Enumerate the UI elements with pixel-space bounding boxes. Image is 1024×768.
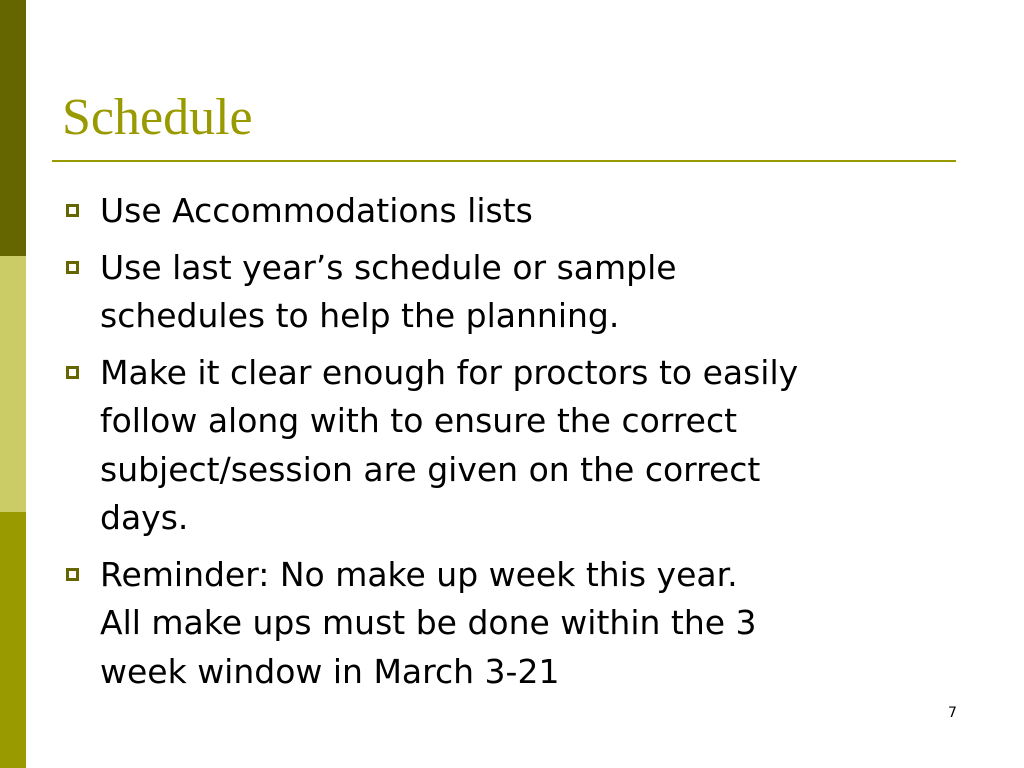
bullet-item bbox=[62, 349, 962, 543]
bullet-text-line: Use last year’s schedule or sample bbox=[100, 247, 677, 287]
hollow-square-icon bbox=[66, 204, 79, 217]
bullet-text-line: Reminder: No make up week this year. bbox=[100, 554, 738, 594]
hollow-square-icon bbox=[66, 568, 79, 581]
bullet-text-line: follow along with to ensure the correct bbox=[100, 401, 738, 440]
bullet-item bbox=[62, 551, 962, 697]
sidebar-band-top bbox=[0, 0, 26, 256]
bullet-item bbox=[62, 187, 962, 236]
sidebar-band-middle bbox=[0, 256, 26, 512]
bullet-list bbox=[62, 187, 962, 704]
page-number: 7 bbox=[948, 705, 957, 721]
bullet-text-line: All make ups must be done within the 3 bbox=[100, 603, 757, 642]
bullet-text-line: week window in March 3-21 bbox=[100, 651, 560, 691]
hollow-square-icon bbox=[66, 366, 79, 379]
bullet-item bbox=[62, 244, 962, 341]
slide-title: Schedule bbox=[62, 89, 253, 146]
bullet-text-line: Use Accommodations lists bbox=[100, 191, 533, 230]
bullet-text-line: Make it clear enough for proctors to easily bbox=[100, 352, 799, 392]
bullet-text-line: schedules to help the planning. bbox=[100, 296, 620, 335]
sidebar-band-bottom bbox=[0, 512, 26, 768]
title-underline bbox=[52, 160, 956, 162]
bullet-text-line: subject/session are given on the correct bbox=[100, 449, 761, 489]
bullet-text-line: days. bbox=[100, 498, 189, 537]
hollow-square-icon bbox=[66, 261, 79, 274]
